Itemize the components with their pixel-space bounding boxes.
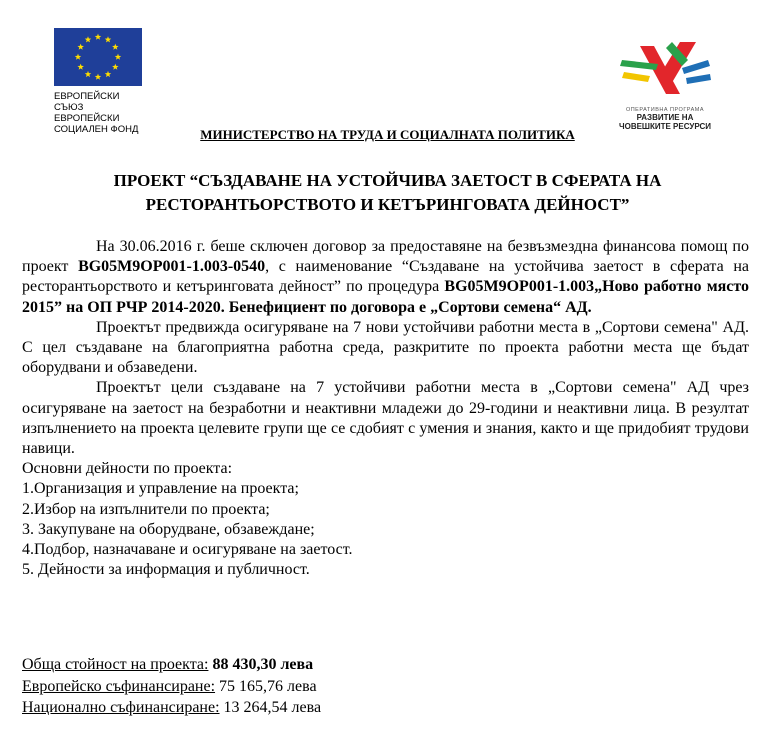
project-title-line-2: РЕСТОРАНТЬОРСТВОТО И КЕТЪРИНГОВАТА ДЕЙНОСТ”: [145, 195, 630, 214]
eu-logo-line-1: ЕВРОПЕЙСКИ СЪЮЗ: [54, 91, 120, 113]
national-cofinancing-amount: 13 264,54 лева: [219, 699, 322, 716]
total-value-row: [22, 654, 321, 676]
op-logo-caption: ОПЕРАТИВНА ПРОГРАМА: [625, 107, 705, 113]
eu-cofinancing-label: Европейско съфинансиране:: [22, 677, 216, 695]
activity-item: 5. Дейности за информация и публичност.: [22, 561, 310, 579]
national-cofinancing-row: [22, 697, 321, 719]
op-logo-title-1: РАЗВИТИЕ НА: [636, 113, 694, 122]
project-title-line-1: ПРОЕКТ “СЪЗДАВАНЕ НА УСТОЙЧИВА ЗАЕТОСТ В СФЕРАТА НА: [113, 171, 662, 190]
op-logo-title-2: ЧОВЕШКИТЕ РЕСУРСИ: [618, 122, 712, 131]
total-value-amount: 88 430,30 лева: [208, 656, 314, 673]
activities-heading: Основни дейности по проекта:: [22, 460, 233, 478]
contract-text-a: На 30.06.2016 г. беше сключен договор за предоставяне на безвъзмездна финансова помощ по проект: [22, 238, 749, 276]
paragraph-jobs: Проектът предвижда осигуряване на 7 нови устойчиви работни места в „Сортови семена" АД. С цел създаване на благоприятна работна среда, разкритите по проекта работни места ще бъдат оборудвани и обзаведени.: [22, 318, 749, 377]
eu-cofinancing-amount: 75 165,76 лева: [215, 677, 317, 695]
paragraph-goals: Проектът цели създаване на 7 устойчиви работни места в „Сортови семена" АД чрез осигуряване на заетост на безработни и неактивни младежи до 29-години и неактивни лица. В резултат изпълнението на проекта целевите групи ще се сдобият с умения и знания, както и ще придобият трудови навици.: [22, 379, 749, 458]
document-body: [22, 237, 749, 580]
activity-item: 4.Подбор, назначаване и осигуряване на заетост.: [22, 541, 353, 559]
ministry-heading: МИНИСТЕРСТВО НА ТРУДА И СОЦИАЛНАТА ПОЛИТИКА: [200, 127, 575, 142]
operational-programme-logo: [610, 38, 720, 131]
paragraph-contract: [22, 237, 749, 318]
op-hrd-icon: [610, 38, 720, 100]
project-title: [30, 169, 745, 217]
activity-item: 2.Избор на изпълнители по проекта;: [22, 500, 270, 518]
project-code: BG05M9OP001-1.003-0540: [78, 258, 266, 276]
eu-logo-line-3: СОЦИАЛЕН ФОНД: [54, 124, 139, 135]
total-value-label: Обща стойност на проекта:: [22, 656, 209, 673]
eu-social-fund-logo: [54, 28, 144, 135]
eu-logo-line-2: ЕВРОПЕЙСКИ: [54, 113, 120, 124]
financing-summary: [22, 654, 321, 719]
activity-item: 1.Организация и управление на проекта;: [22, 480, 299, 498]
activity-item: 3. Закупуване на оборудване, обзавеждане;: [22, 520, 315, 538]
procedure-and-beneficiary: BG05M9OP001-1.003„Ново работно място 2015” на ОП РЧР 2014-2020. Бенефициент по договора е „Сортови семена“ АД.: [22, 278, 750, 316]
national-cofinancing-label: Национално съфинансиране:: [22, 699, 220, 716]
eu-cofinancing-row: [22, 676, 321, 698]
contract-text-c: , с наименование “Създаване на устойчива заетост в сферата на ресторантьорството и кетъринговата дейност” по процедура: [22, 258, 750, 296]
eu-flag-icon: [54, 28, 142, 86]
